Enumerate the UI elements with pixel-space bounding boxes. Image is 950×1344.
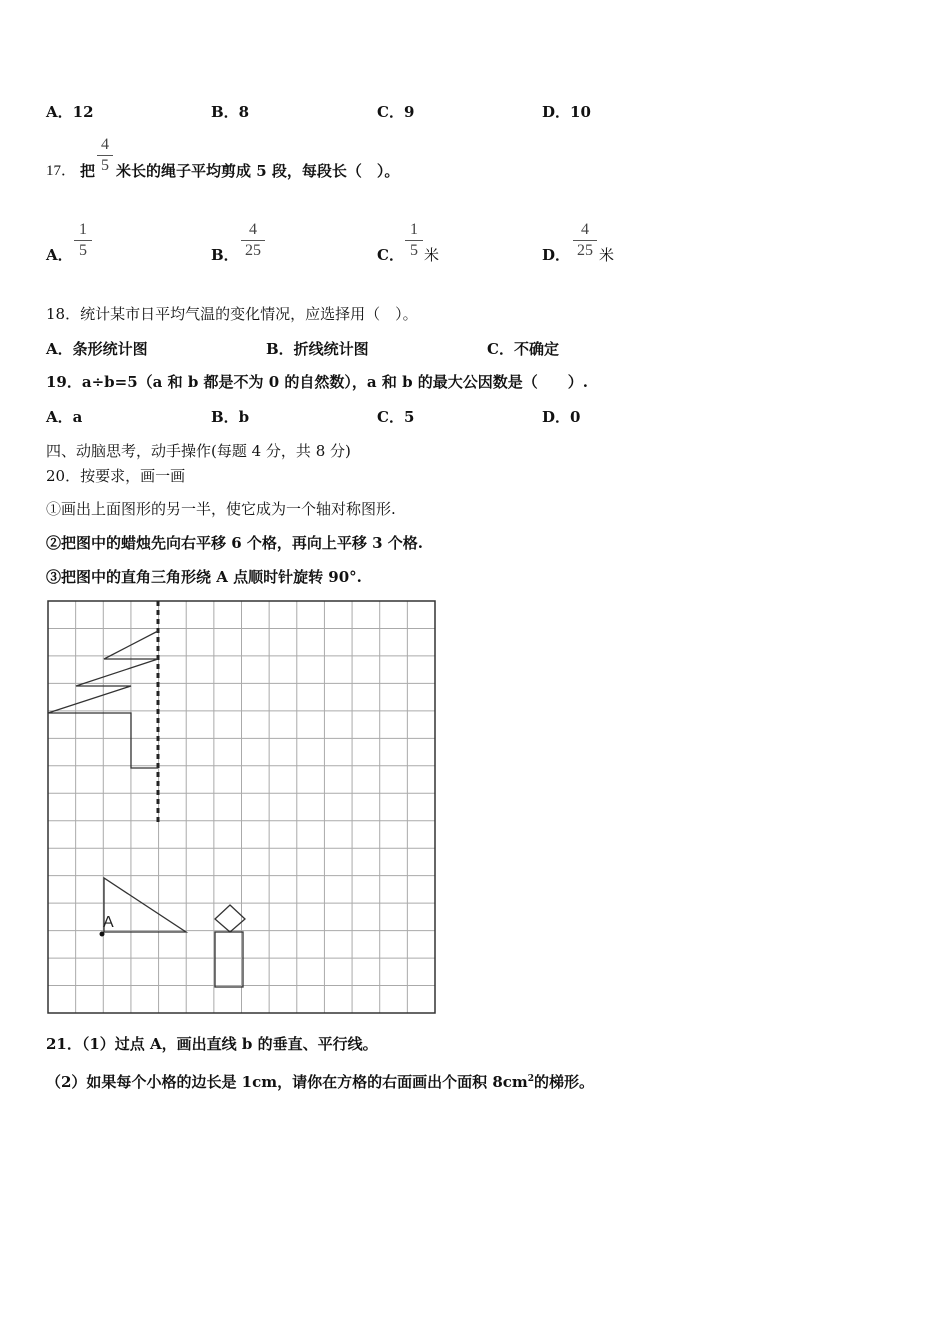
- q16-option-b: B．8: [211, 103, 250, 121]
- fraction-numerator: 1: [79, 221, 87, 238]
- q18-option-a: A．条形统计图: [46, 340, 148, 358]
- q19-option-a: A．a: [46, 408, 83, 426]
- q19-option-c: C．5: [377, 408, 415, 426]
- q20-title: 20．按要求，画一画: [46, 467, 186, 485]
- q16-option-c: C．9: [377, 103, 415, 121]
- fraction-numerator: 4: [101, 136, 109, 153]
- q19-option-b: B．b: [211, 408, 250, 426]
- q19-option-d: D．0: [542, 408, 581, 426]
- section-4-title: 四、动脑思考，动手操作(每题 4 分，共 8 分): [46, 442, 351, 460]
- fraction-numerator: 1: [410, 221, 418, 238]
- q16-option-a: A．12: [46, 103, 94, 121]
- q17-option-b-label: B．: [211, 246, 239, 264]
- q17-number: 17．: [46, 163, 77, 179]
- right-triangle: [104, 878, 186, 932]
- fraction-denominator: 25: [245, 242, 261, 259]
- q21-line-2-pre: （2）如果每个小格的边长是 1cm，请你在方格的右面画出个面积 8cm: [46, 1073, 528, 1091]
- fraction-denominator: 5: [79, 242, 87, 259]
- q21-line-2-post: 的梯形。: [534, 1073, 595, 1091]
- q20-item-2: ②把图中的蜡烛先向右平移 6 个格，再向上平移 3 个格.: [46, 534, 423, 552]
- q18-option-b: B．折线统计图: [266, 340, 369, 358]
- q20-item-3: ③把图中的直角三角形绕 A 点顺时针旋转 90°.: [46, 568, 362, 586]
- fraction-denominator: 5: [410, 242, 418, 259]
- q21-superscript: 2: [527, 1074, 535, 1084]
- q18-text: 18．统计某市日平均气温的变化情况，应选择用（ ）。: [46, 305, 418, 323]
- fraction-numerator: 4: [581, 221, 589, 238]
- q17-option-a-label: A．: [46, 246, 73, 264]
- q17-option-c-label: C．: [377, 246, 404, 264]
- candle-flame: [215, 905, 245, 932]
- q19-text: 19．a÷b=5（a 和 b 都是不为 0 的自然数），a 和 b 的最大公因数是（ ）.: [46, 373, 589, 391]
- grid-lines: [48, 601, 435, 1013]
- q18-option-c: C．不确定: [487, 340, 559, 358]
- q17-option-d-label: D．: [542, 246, 571, 264]
- q17-option-c-unit: 米: [424, 246, 440, 264]
- q16-option-d: D．10: [542, 103, 591, 121]
- candle-body: [215, 932, 243, 987]
- q17-text-post: 米长的绳子平均剪成 5 段，每段长（ ）。: [116, 162, 400, 180]
- q21-line-2: [46, 1069, 594, 1092]
- fraction-denominator: 5: [101, 157, 109, 174]
- q20-item-1: ①画出上面图形的另一半，使它成为一个轴对称图形.: [46, 500, 396, 518]
- q17-option-d-unit: 米: [599, 246, 615, 264]
- fraction-denominator: 25: [577, 242, 593, 259]
- point-a-dot: [100, 932, 105, 937]
- fraction-numerator: 4: [249, 221, 257, 238]
- q17-text-pre: 把: [80, 162, 96, 180]
- q21-line-1: 21．（1）过点 A，画出直线 b 的垂直、平行线。: [46, 1035, 378, 1053]
- point-a-label: A: [103, 914, 114, 931]
